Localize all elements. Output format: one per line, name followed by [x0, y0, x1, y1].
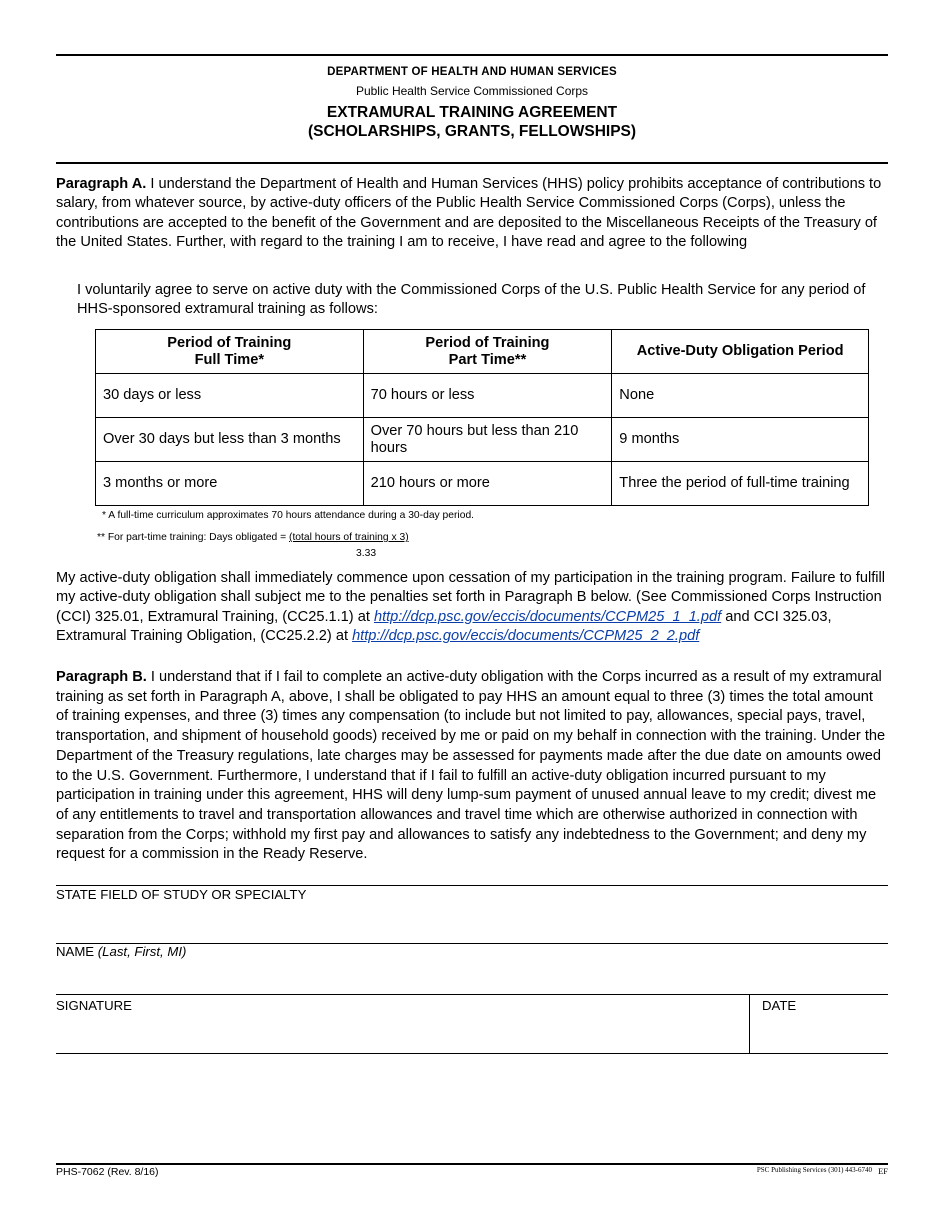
top-rule: [56, 54, 888, 56]
full-time-note: * A full-time curriculum approximates 70 hours attendance during a 30-day period.: [102, 510, 475, 521]
obligation-text-1: My active-duty obligation shall immediately commence upon cessation of my participation in the training program. Failure to fulfill my active-duty obligation shall subject me to the penalties set forth in Paragraph B below. (See Commissioned Corps Instruction (CCI) 325.01, Extramural Training, (CC25.1.1) at: [56, 570, 885, 625]
bottom-rule: [56, 1163, 888, 1165]
table-row: [96, 418, 869, 462]
form-id: PHS-7062 (Rev. 8/16): [56, 1166, 159, 1178]
name-field-label: [56, 944, 186, 959]
signature-label: SIGNATURE: [56, 998, 132, 1013]
table-row: [96, 462, 869, 506]
table-cell: 70 hours or less: [363, 374, 612, 418]
part-time-formula-denominator: 3.33: [356, 548, 377, 559]
obligation-text-2: and CCI 325.03, Extramural Training Obligation, (CC25.2.2) at: [56, 608, 832, 645]
field-of-study-rule: [56, 885, 888, 886]
name-hint: (Last, First, MI): [97, 944, 187, 959]
header-rule: [56, 162, 888, 164]
header-full-time-line1: Period of Training: [167, 334, 292, 351]
obligation-table: [95, 329, 869, 506]
signature-date-divider: [749, 994, 750, 1054]
part-time-note-prefix: ** For part-time training: Days obligated =: [97, 532, 290, 543]
cci-325-03-link[interactable]: http://dcp.psc.gov/eccis/documents/CCPM25_2_2.pdf: [352, 628, 700, 645]
agency-name: Public Health Service Commissioned Corps: [355, 84, 589, 98]
header-full-time: [96, 330, 364, 374]
header-obligation-period: Active-Duty Obligation Period: [612, 330, 869, 374]
ef-marker: EF: [878, 1166, 888, 1176]
header-part-time-line2: Part Time**: [448, 351, 527, 368]
header-part-time: [363, 330, 612, 374]
signature-bottom-rule: [56, 1053, 888, 1054]
table-cell: Three the period of full-time training: [612, 462, 869, 506]
table-cell: 3 months or more: [96, 462, 364, 506]
paragraph-a: [56, 175, 888, 253]
cci-325-01-link[interactable]: http://dcp.psc.gov/eccis/documents/CCPM25_1_1.pdf: [373, 608, 722, 625]
date-label: DATE: [762, 998, 797, 1013]
obligation-paragraph: [56, 569, 888, 647]
field-of-study-label: STATE FIELD OF STUDY OR SPECIALTY: [56, 887, 307, 902]
table-row: [96, 374, 869, 418]
part-time-note: [97, 532, 409, 543]
form-subtitle: (SCHOLARSHIPS, GRANTS, FELLOWSHIPS): [307, 123, 637, 140]
table-cell: Over 30 days but less than 3 months: [96, 418, 364, 462]
agreement-statement: I voluntarily agree to serve on active duty with the Commissioned Corps of the U.S. Public Health Service for any period of HHS-sponsored extramural training as follows:: [77, 282, 866, 317]
name-label: NAME: [56, 944, 95, 959]
header-full-time-line2: Full Time*: [194, 351, 265, 368]
paragraph-a-label: Paragraph A.: [56, 176, 147, 192]
table-cell: 30 days or less: [96, 374, 364, 418]
form-page: [56, 0, 888, 1230]
paragraph-b-label: Paragraph B.: [56, 669, 147, 685]
department-name: DEPARTMENT OF HEALTH AND HUMAN SERVICES: [327, 66, 617, 78]
form-header: [56, 66, 888, 141]
signature-rule: [56, 994, 888, 995]
form-title: EXTRAMURAL TRAINING AGREEMENT: [326, 104, 618, 121]
header-part-time-line1: Period of Training: [425, 334, 550, 351]
table-cell: None: [612, 374, 869, 418]
paragraph-b: [56, 668, 888, 865]
table-header-row: [96, 330, 869, 374]
table-cell: 210 hours or more: [363, 462, 612, 506]
paragraph-b-text: I understand that if I fail to complete an active-duty obligation with the Corps incurred as a result of my extramural training as set forth in Paragraph A, above, I shall be obligated to pay HHS an amount equal to three (3) times the total amount of training expenses, and three (3) times any compensation (to include but not limited to pay, allowances, special pays, travel, transportation, and shipment of household goods) received by me or paid on my behalf in connection with the training. Under the Department of the Treasury regulations, late charges may be assessed for payments made after the due date on amounts owed to the U.S. Government. Furthermore, I understand that if I fail to fulfill an active-duty obligation incurred pursuant to my participation in training under this agreement, HHS will deny lump-sum payment of unused annual leave to my credit; divest me of any entitlements to travel and transportation allowances and travel time which are otherwise authorized in connection with separation from the Corps; withhold my first pay and allowances to satisfy any indebtedness to the Government; and deny my request for a commission in the Ready Reserve.: [56, 669, 886, 863]
table-cell: 9 months: [612, 418, 869, 462]
part-time-formula-numerator: (total hours of training x 3): [289, 532, 409, 543]
table-cell: Over 70 hours but less than 210 hours: [363, 418, 612, 462]
publisher-credit: PSC Publishing Services (301) 443-6740: [756, 1166, 872, 1174]
paragraph-a-text: I understand the Department of Health and Human Services (HHS) policy prohibits acceptance of contributions to salary, from whatever source, by active-duty officers of the Public Health Service Commissioned Corps (Corps), unless the contributions are accepted to the benefit of the Government and are deposited to the Miscellaneous Receipts of the Treasury of the United States. Further, with regard to the training I am to receive, I have read and agree to the following: [56, 176, 882, 251]
